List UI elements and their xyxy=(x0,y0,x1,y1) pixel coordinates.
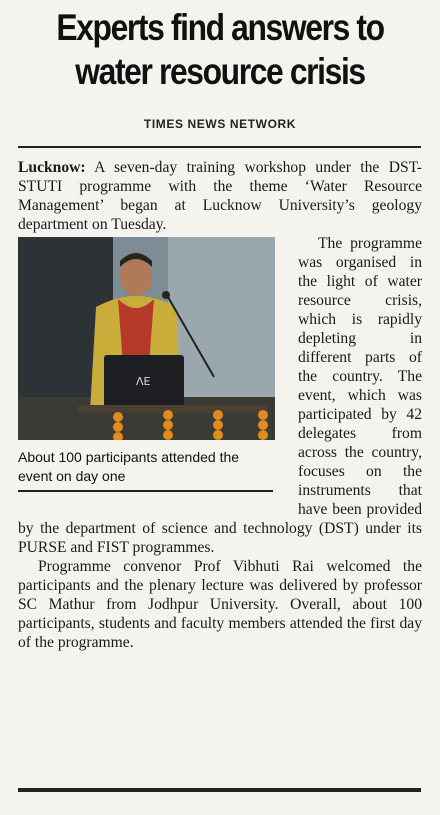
article-body xyxy=(18,158,422,652)
photo-figure xyxy=(18,237,290,515)
photo-caption: About 100 participants attended the event on day one xyxy=(18,449,240,484)
paragraph-1 xyxy=(18,158,422,234)
byline-text: TIMES NEWS NETWORK xyxy=(143,117,297,131)
laptop-logo: ΛE xyxy=(136,375,151,388)
top-rule xyxy=(18,146,421,148)
event-photo xyxy=(18,237,275,440)
headline-line-2: water resource crisis xyxy=(75,51,365,92)
bottom-rule xyxy=(18,788,421,792)
paragraph-1-text: A seven-day training workshop under the DST-STUTI programme with the theme ‘Water Resource Management’ began at Lucknow University’s geology department on Tuesday. xyxy=(18,159,422,233)
byline xyxy=(0,117,440,131)
paragraph-2: The programme was organised in the light of water resource crisis, which is rapidly depleting in different parts of the country. The event, which was participated by 42 delegates from across the country, focuses on the instruments that have been provided by the department of science and technology (DST) under its PURSE and FIST programmes. xyxy=(18,235,422,556)
headline-line-1: Experts find answers to xyxy=(56,7,384,48)
caption-rule xyxy=(18,490,273,492)
headline xyxy=(31,6,409,94)
dateline: Lucknow: xyxy=(18,159,86,176)
photo-illustration xyxy=(18,237,275,440)
paragraph-3: Programme convenor Prof Vibhuti Rai welcomed the participants and the plenary lecture was delivered by professor SC Mathur from Jodhpur University. Overall, about 100 participants, students and faculty members attended the first day of the programme. xyxy=(18,558,422,651)
